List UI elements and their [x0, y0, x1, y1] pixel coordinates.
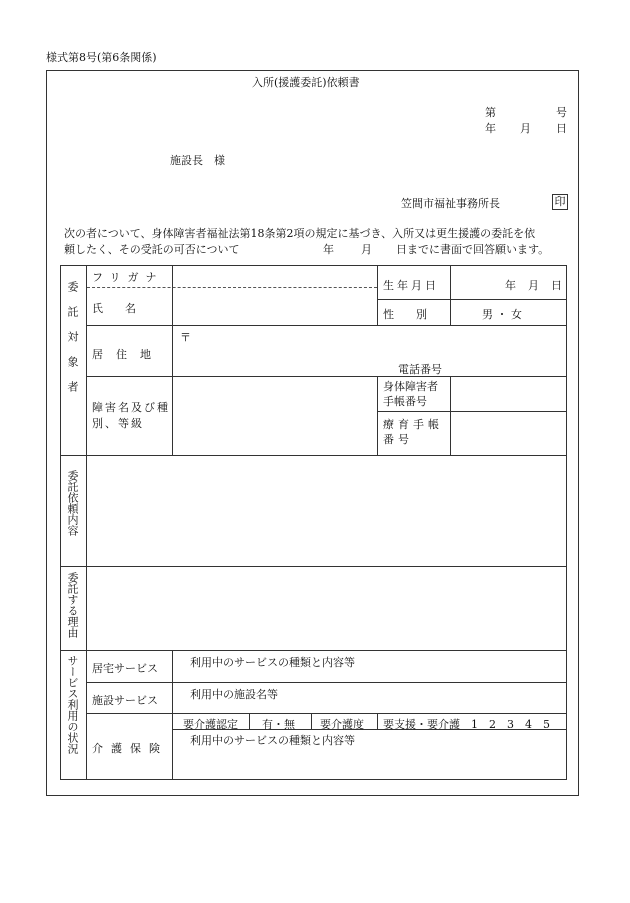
birth-month: 月 [528, 279, 539, 292]
care-level-value: 要支援・要介護 1 2 3 4 5 [383, 718, 550, 731]
form-title: 入所(援護委託)依頼書 [252, 76, 360, 89]
care-level-label: 要介護度 [320, 718, 364, 731]
birth-day: 日 [551, 279, 562, 292]
sex-options: 男 ・ 女 [482, 308, 522, 321]
service-header: サービス利用の状況 [66, 655, 79, 754]
name-label: 氏 名 [92, 302, 136, 315]
date-day: 日 [556, 122, 567, 135]
request-content-header: 委託依頼内容 [66, 470, 79, 536]
sex-label: 性 別 [383, 308, 427, 321]
care-cert-value: 有・無 [262, 718, 295, 731]
reason-header: 委託する理由 [66, 572, 79, 638]
facility-service-label: 施設サービス [92, 694, 158, 707]
care-insurance-label: 介護保険 [92, 742, 168, 755]
phone-label: 電話番号 [398, 363, 442, 376]
furigana-label: フリガナ [92, 271, 164, 284]
body-line-1: 次の者について、身体障害者福祉法第18条第2項の規定に基づき、入所又は更生援護の委託を依 [64, 227, 536, 240]
body-tail: 日までに書面で回答願います。 [396, 243, 550, 256]
birth-year: 年 [505, 279, 516, 292]
ryoiku-label: 療育手帳番号 [383, 418, 443, 446]
subject-header: 委託対象者 [66, 281, 79, 406]
body-year: 年 [323, 243, 334, 256]
date-year: 年 [485, 122, 496, 135]
care-cert-label: 要介護認定 [183, 718, 238, 731]
form-number: 様式第8号(第6条関係) [46, 51, 157, 64]
seal-box: 印 [552, 194, 568, 210]
sender: 笠間市福祉事務所長 [401, 197, 500, 210]
care-note: 利用中のサービスの種類と内容等 [190, 734, 355, 747]
addressee: 施設長 様 [170, 154, 225, 167]
number-dai: 第 [485, 106, 496, 119]
home-service-note: 利用中のサービスの種類と内容等 [190, 656, 355, 669]
form-frame [46, 70, 579, 796]
disability-card-label: 身体障害者手帳番号 [383, 380, 438, 408]
facility-service-note: 利用中の施設名等 [190, 688, 278, 701]
disability-label: 障害名及び種別、等級 [92, 401, 170, 430]
body-line-2: 頼したく、その受託の可否について [64, 243, 240, 256]
address-label: 居住地 [92, 348, 164, 361]
birthdate-label: 生年月日 [383, 279, 439, 292]
number-go: 号 [556, 106, 567, 119]
body-month: 月 [361, 243, 372, 256]
home-service-label: 居宅サービス [92, 662, 158, 675]
date-month: 月 [520, 122, 531, 135]
postal-mark: 〒 [180, 331, 191, 344]
